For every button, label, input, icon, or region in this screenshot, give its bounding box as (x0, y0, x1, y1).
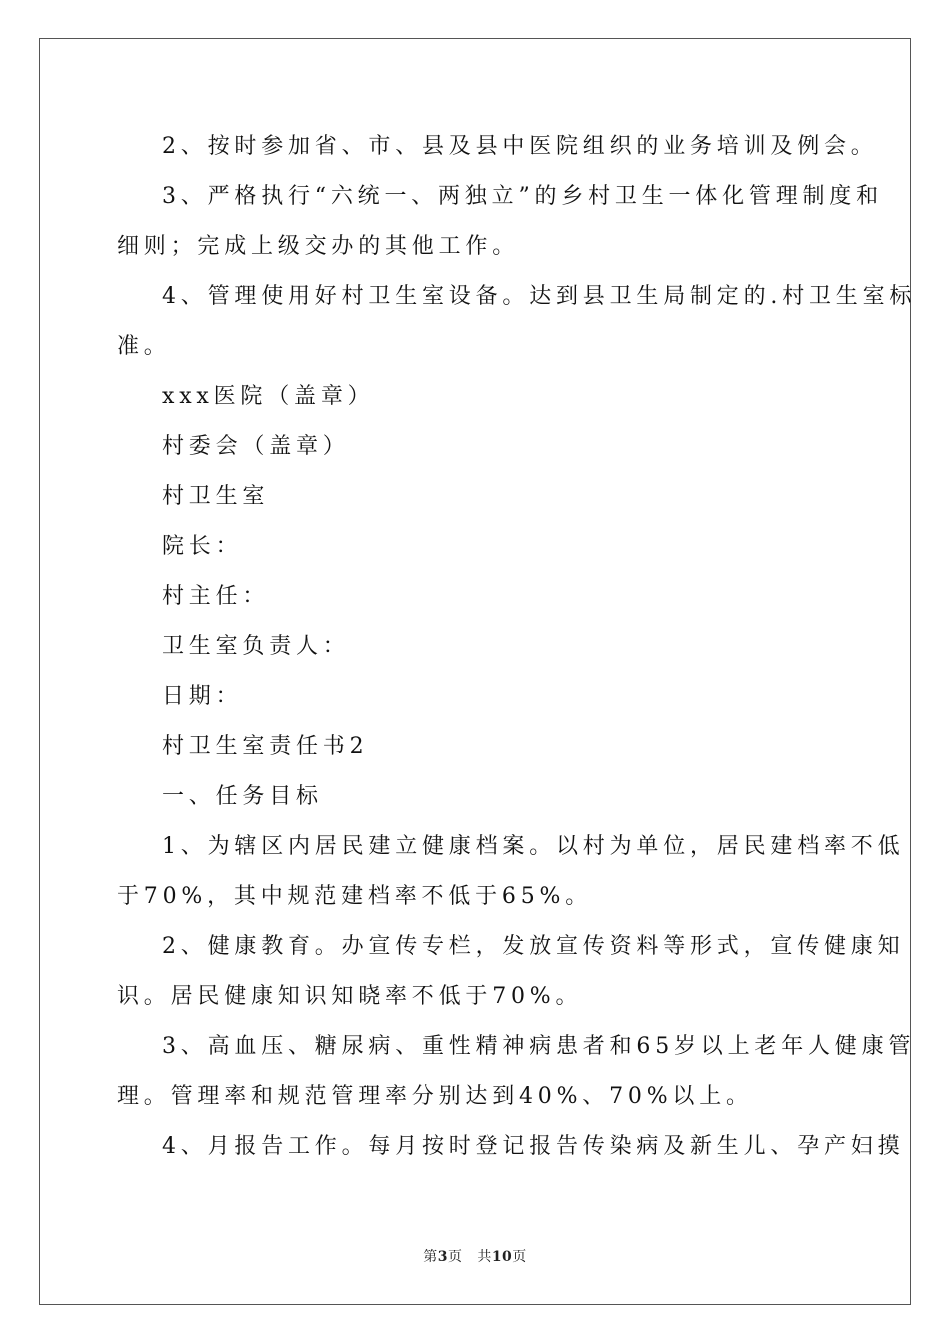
director-signature-line: 院长： (162, 534, 243, 559)
page-suffix: 页 (447, 1249, 463, 1265)
body-line: 细则；完成上级交办的其他工作。 (117, 234, 520, 259)
total-prefix: 共 (477, 1249, 492, 1265)
village-head-signature-line: 村主任： (162, 584, 270, 609)
body-line: 2、按时参加省、市、县及县中医院组织的业务培训及例会。 (162, 134, 878, 159)
body-line: 4、月报告工作。每月按时登记报告传染病及新生儿、孕产妇摸 (162, 1134, 905, 1159)
page-current: 3 (437, 1249, 448, 1265)
body-line: 4、管理使用好村卫生室设备。达到县卫生局制定的.村卫生室标 (162, 284, 917, 309)
total-suffix: 页 (512, 1249, 527, 1265)
hospital-seal-line: xxx医院（盖章） (162, 384, 375, 409)
body-line: 理。管理率和规范管理率分别达到40%、70%以上。 (117, 1084, 753, 1109)
body-line: 3、严格执行“六统一、两独立”的乡村卫生一体化管理制度和 (162, 184, 883, 209)
body-line: 于70%，其中规范建档率不低于65%。 (117, 884, 592, 909)
section-heading: 一、任务目标 (162, 784, 323, 809)
page-prefix: 第 (423, 1249, 438, 1265)
body-line: 3、高血压、糖尿病、重性精神病患者和65岁以上老年人健康管 (162, 1034, 916, 1059)
clinic-manager-signature-line: 卫生室负责人： (162, 634, 350, 659)
page-total: 10 (491, 1249, 513, 1265)
date-line: 日期： (162, 684, 243, 709)
body-line: 1、为辖区内居民建立健康档案。以村为单位，居民建档率不低 (162, 834, 905, 859)
section-title: 村卫生室责任书2 (162, 734, 369, 759)
body-line: 识。居民健康知识知晓率不低于70%。 (117, 984, 583, 1009)
page-footer (0, 1246, 950, 1266)
document-body (117, 122, 917, 1172)
village-committee-seal-line: 村委会（盖章） (162, 434, 350, 459)
body-line: 2、健康教育。办宣传专栏，发放宣传资料等形式，宣传健康知 (162, 934, 905, 959)
clinic-line: 村卫生室 (162, 484, 270, 509)
body-line: 准。 (117, 334, 171, 359)
